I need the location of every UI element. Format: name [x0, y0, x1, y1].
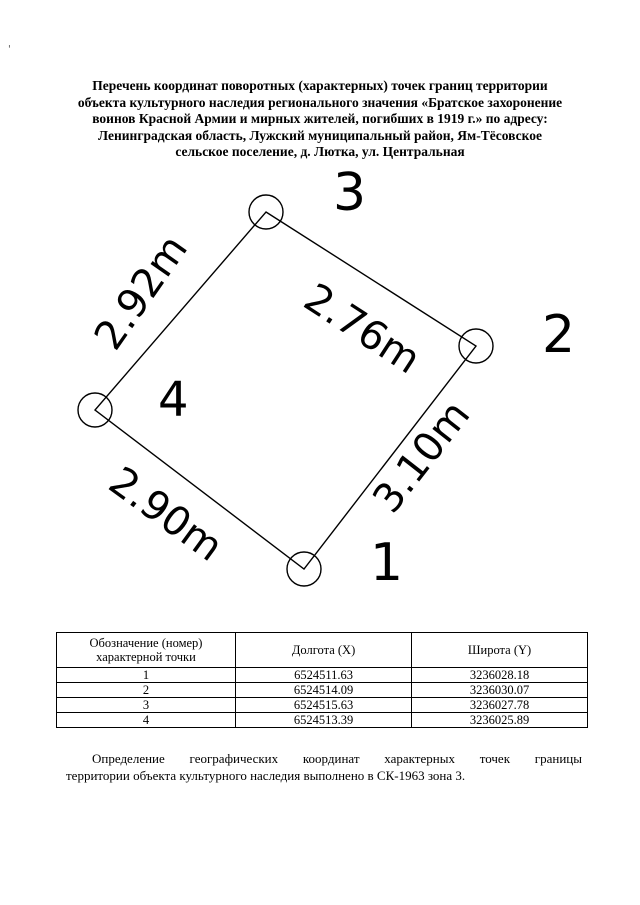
cell-point: 1	[57, 668, 236, 683]
edge-label-4-3: 2.92m	[85, 226, 197, 359]
cell-y: 3236028.18	[412, 668, 588, 683]
note-line-1: Определение географических координат характерных точек границы	[92, 751, 582, 766]
header-point-number: Обозначение (номер) характерной точки	[57, 633, 236, 668]
table-row	[57, 683, 588, 698]
title-line: сельское поселение, д. Лютка, ул. Центральная	[175, 144, 465, 159]
edge-label-3-2: 2.76m	[295, 274, 429, 384]
cell-x: 6524514.09	[236, 683, 412, 698]
coordinates-table	[56, 632, 588, 728]
cell-point: 4	[57, 713, 236, 728]
boundary-plan	[0, 150, 640, 620]
title-line: воинов Красной Армии и мирных жителей, погибших в 1919 г.» по адресу:	[92, 111, 548, 126]
cell-x: 6524513.39	[236, 713, 412, 728]
document-title	[40, 78, 600, 161]
cell-x: 6524515.63	[236, 698, 412, 713]
table-row	[57, 698, 588, 713]
cell-point: 3	[57, 698, 236, 713]
cell-point: 2	[57, 683, 236, 698]
header-latitude: Широта (Y)	[412, 633, 588, 668]
title-line: Ленинградская область, Лужский муниципальный район, Ям-Тёсовское	[98, 127, 542, 143]
table-header-row	[57, 633, 588, 668]
point-2-label: 2	[542, 305, 576, 365]
edge-label-4-1: 2.90m	[100, 458, 231, 571]
title-line: Перечень координат поворотных (характерных) точек границ территории	[92, 78, 548, 93]
title-line: объекта культурного наследия регионального значения «Братское захоронение	[77, 94, 563, 110]
cell-y: 3236030.07	[412, 683, 588, 698]
table-row	[57, 668, 588, 683]
coordinate-system-note	[66, 750, 582, 784]
point-1-label: 1	[370, 533, 404, 593]
cell-x: 6524511.63	[236, 668, 412, 683]
header-longitude: Долгота (X)	[236, 633, 412, 668]
point-3-label: 3	[333, 163, 367, 223]
corner-mark: '	[8, 44, 11, 55]
cell-y: 3236025.89	[412, 713, 588, 728]
cell-y: 3236027.78	[412, 698, 588, 713]
edge-label-2-1: 3.10m	[364, 392, 480, 522]
note-line-2: территории объекта культурного наследия выполнено в СК-1963 зона 3.	[66, 768, 466, 783]
area-4-label: 4	[158, 372, 189, 428]
table-row	[57, 713, 588, 728]
